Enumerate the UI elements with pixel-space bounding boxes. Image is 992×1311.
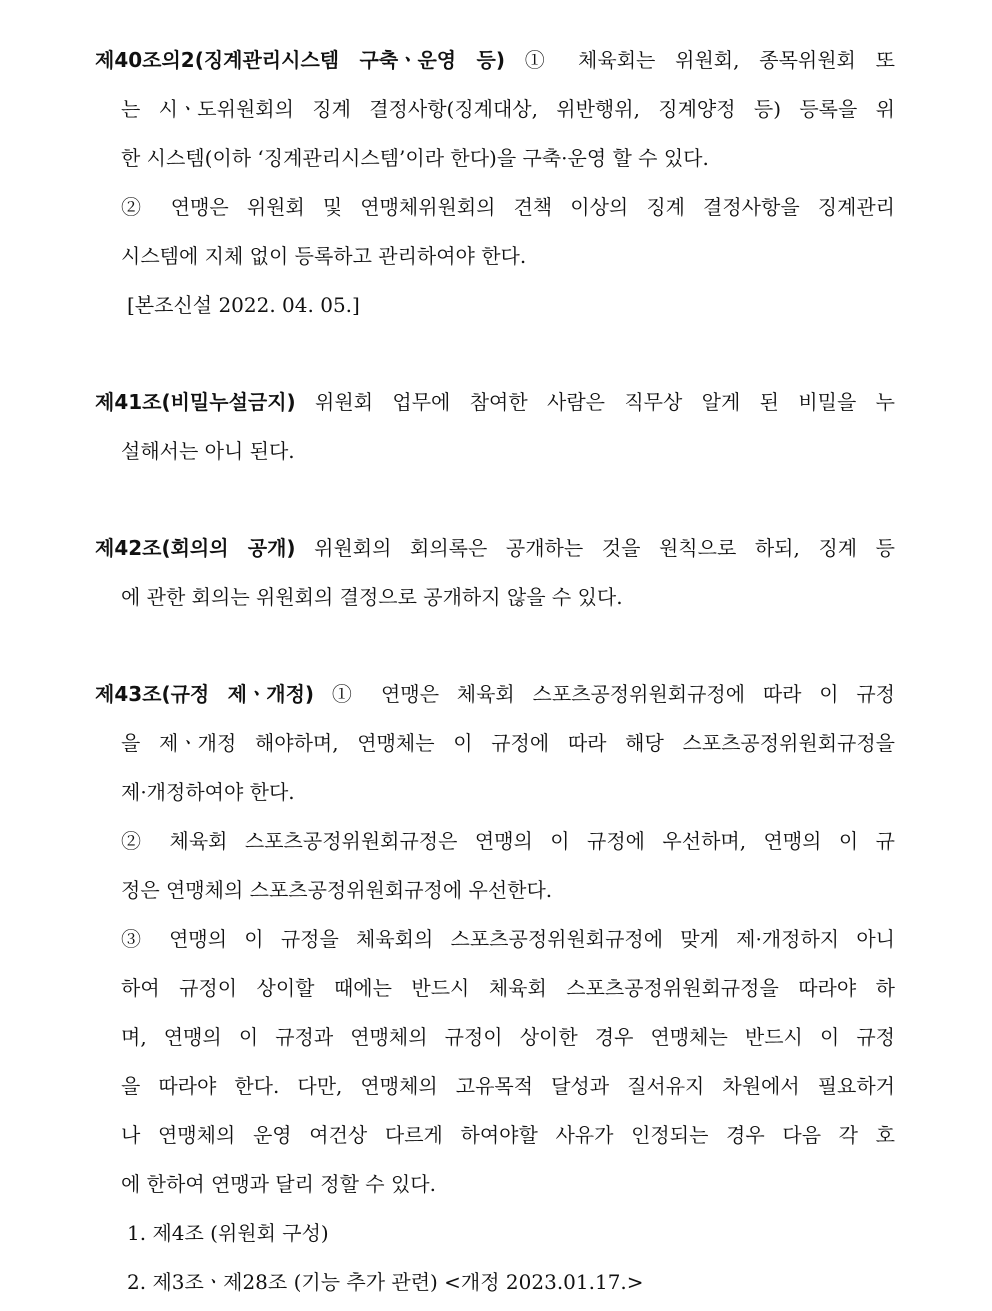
article-42 xyxy=(95,528,895,626)
article-42-line-1 xyxy=(95,528,895,577)
article-40-2-text: ① 체육회는 위원회, 종목위원회 또 xyxy=(504,48,895,72)
list-item: 2. 제3조ㆍ제28조 (기능 추가 관련) <개정 2023.01.17.> xyxy=(127,1270,644,1294)
article-40-2-line-5: 시스템에 지체 없이 등록하고 관리하여야 한다. xyxy=(121,244,527,268)
article-41-title: 제41조(비밀누설금지) xyxy=(95,390,296,414)
article-42-line-2: 에 관한 회의는 위원회의 결정으로 공개하지 않을 수 있다. xyxy=(121,585,623,609)
list-item: 1. 제4조 (위원회 구성) xyxy=(127,1221,329,1245)
article-43-line-5: 정은 연맹체의 스포츠공정위원회규정에 우선한다. xyxy=(121,878,553,902)
article-41 xyxy=(95,382,895,480)
article-43-title: 제43조(규정 제ㆍ개정) xyxy=(95,682,315,706)
article-41-text: 위원회 업무에 참여한 사람은 직무상 알게 된 비밀을 누 xyxy=(295,390,895,414)
article-43-line-10: 나 연맹체의 운영 여건상 다르게 하여야할 사유가 인정되는 경우 다음 각 호 xyxy=(121,1123,895,1147)
article-43-line-8: 며, 연맹의 이 규정과 연맹체의 규정이 상이한 경우 연맹체는 반드시 이 규정 xyxy=(121,1025,895,1049)
article-43-line-6: ③ 연맹의 이 규정을 체육회의 스포츠공정위원회규정에 맞게 제·개정하지 아니 xyxy=(121,927,895,951)
article-43-line-9: 을 따라야 한다. 다만, 연맹체의 고유목적 달성과 질서유지 차원에서 필요하거 xyxy=(121,1074,895,1098)
article-42-title: 제42조(회의의 공개) xyxy=(95,536,296,560)
article-43-line-7: 하여 규정이 상이할 때에는 반드시 체육회 스포츠공정위원회규정을 따라야 하 xyxy=(121,976,895,1000)
article-40-2-line-4: ② 연맹은 위원회 및 연맹체위원회의 견책 이상의 징계 결정사항을 징계관리 xyxy=(121,195,895,219)
amendment-note: [본조신설 2022. 04. 05.] xyxy=(127,293,360,317)
article-43-text: ① 연맹은 체육회 스포츠공정위원회규정에 따라 이 규정 xyxy=(314,682,895,706)
article-40-2 xyxy=(95,40,895,334)
article-43-line-1 xyxy=(95,674,895,723)
article-43-line-4: ② 체육회 스포츠공정위원회규정은 연맹의 이 규정에 우선하며, 연맹의 이 규 xyxy=(121,829,895,853)
article-43-line-2: 을 제ㆍ개정 해야하며, 연맹체는 이 규정에 따라 해당 스포츠공정위원회규정을 xyxy=(121,731,895,755)
article-40-2-line-1 xyxy=(95,40,895,89)
article-43-line-3: 제·개정하여야 한다. xyxy=(121,780,295,804)
document-body xyxy=(95,40,895,1311)
article-43 xyxy=(95,674,895,1311)
article-40-2-line-3: 한 시스템(이하 ‘징계관리시스템’이라 한다)을 구축·운영 할 수 있다. xyxy=(121,146,709,170)
article-41-line-1 xyxy=(95,382,895,431)
article-43-line-11: 에 한하여 연맹과 달리 정할 수 있다. xyxy=(121,1172,436,1196)
article-41-line-2: 설해서는 아니 된다. xyxy=(121,439,295,463)
article-40-2-line-2: 는 시ㆍ도위원회의 징계 결정사항(징계대상, 위반행위, 징계양정 등) 등록을 위 xyxy=(121,97,895,121)
article-40-2-title: 제40조의2(징계관리시스템 구축ㆍ운영 등) xyxy=(95,48,505,72)
article-42-text: 위원회의 회의록은 공개하는 것을 원칙으로 하되, 징계 등 xyxy=(295,536,895,560)
